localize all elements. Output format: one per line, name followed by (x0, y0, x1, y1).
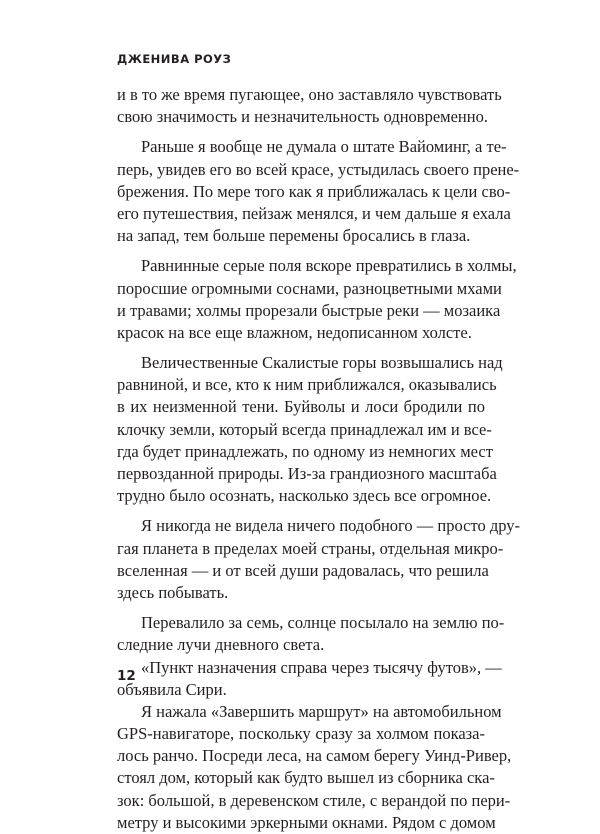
text-line: «Пункт назначения справа через тысячу футов», — (141, 657, 502, 677)
text-line: метру и высокими эркерными окнами. Рядом с домом (117, 812, 496, 832)
text-line: красок на все еще влажном, недописанном холсте. (117, 322, 472, 342)
text-line: Величественные Скалистые горы возвышались над (141, 353, 503, 373)
text-line: свою значимость и незначительность одновременно. (117, 107, 488, 127)
text-line: Равнинные серые поля вскоре превратились в холмы, (141, 256, 517, 276)
text-line: перь, увидев его во всей красе, устыдилась своего прене- (117, 159, 520, 179)
text-line: его путешествия, пейзаж менялся, и чем дальше я ехала (117, 203, 511, 223)
text-line: Раньше я вообще не думала о штате Вайоминг, а те- (141, 137, 507, 157)
running-head-author: ДЖЕНИВА РОУЗ (117, 52, 232, 66)
text-line: и в то же время пугающее, оно заставляло чувствовать (117, 85, 502, 104)
text-line: следние лучи дневного света. (117, 635, 325, 655)
text-line: первозданной природы. Из-за грандиозного масштаба (117, 464, 497, 483)
text-line: поросшие огромными соснами, разноцветными мхами (117, 278, 502, 298)
text-line: трудно было осознать, насколько здесь все огромное. (117, 486, 492, 506)
text-line: гая планета в пределах моей страны, отдельная микро- (117, 538, 504, 558)
text-line: объявила Сири. (117, 679, 227, 699)
body-text (117, 84, 521, 834)
text-line: Я нажала «Завершить маршрут» на автомобильном (141, 701, 502, 721)
text-line: брежения. По мере того как я приближалась к цели сво- (117, 181, 511, 201)
text-line: вселенная — и от всей души радовалась, что решила (117, 560, 489, 580)
text-line: в их неизменной тени. Буйволы и лоси бродили по (117, 397, 485, 417)
text-line: здесь побывать. (117, 582, 229, 602)
text-line: зок: большой, в деревенском стиле, с верандой по пери- (117, 790, 511, 810)
text-line: и травами; холмы прорезали быстрые реки — мозаика (117, 300, 501, 320)
text-line: лось ранчо. Посреди леса, на самом берегу Уинд-Ривер, (117, 746, 512, 766)
text-line: Перевалило за семь, солнце посылало на землю по- (141, 613, 505, 633)
text-line: GPS-навигаторе, поскольку сразу за холмом показа- (117, 724, 485, 744)
text-line: Я никогда не видела ничего подобного — просто дру- (141, 516, 521, 536)
text-line: клочку земли, который всегда принадлежал им и все- (117, 419, 492, 439)
text-line: равниной, и все, кто к ним приближался, оказывались (117, 375, 497, 395)
page-number: 12 (117, 668, 136, 684)
text-line: гда будет принадлежать, по одному из немногих мест (117, 441, 493, 461)
text-line: на запад, тем больше перемены бросались в глаза. (117, 226, 471, 246)
text-line: стоял дом, который как будто вышел из сборника ска- (117, 768, 495, 788)
